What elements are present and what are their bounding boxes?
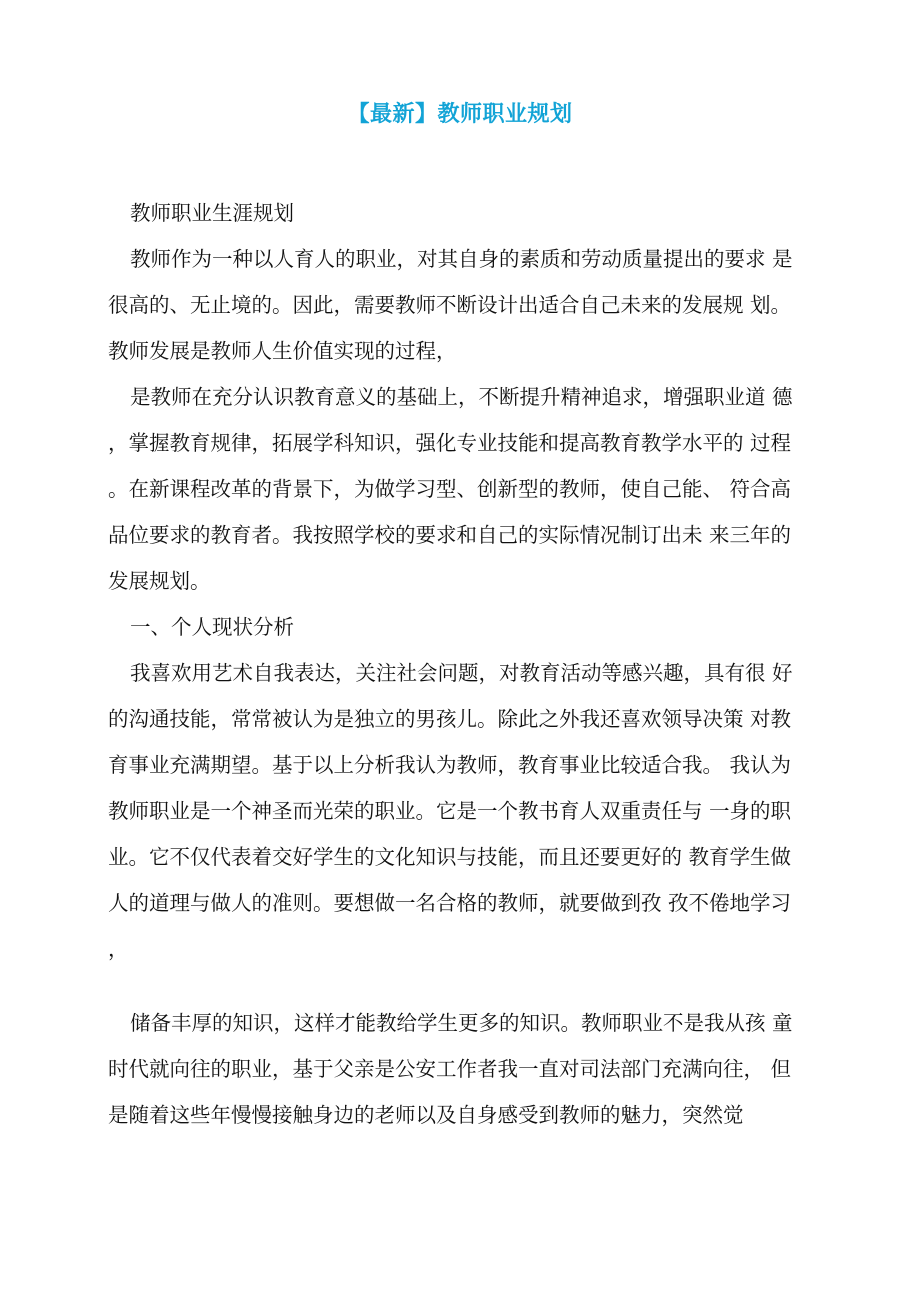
paragraph-line: ， [108,937,129,961]
paragraph-line: 育事业充满期望。基于以上分析我认为教师，教育事业比较适合我。 我认为 [108,753,792,777]
paragraph-line: ，掌握教育规律，拓展学科知识，强化专业技能和提高教育教学水平的 过程 [108,431,792,455]
paragraph-line: 的沟通技能，常常被认为是独立的男孩儿。除此之外我还喜欢领导决策 对教 [108,707,792,731]
paragraph-line: 品位要求的教育者。我按照学校的要求和自己的实际情况制订出未 来三年的 [108,523,792,547]
paragraph-line: 储备丰厚的知识，这样才能教给学生更多的知识。教师职业不是我从孩 童 [130,1011,793,1035]
paragraph-line: 发展规划。 [108,569,211,593]
paragraph-line: 是教师在充分认识教育意义的基础上，不断提升精神追求，增强职业道 德 [130,385,793,409]
paragraph-line: 我喜欢用艺术自我表达，关注社会问题，对教育活动等感兴趣，具有很 好 [130,661,793,685]
paragraph-line: 。在新课程改革的背景下，为做学习型、创新型的教师，使自己能、 符合高 [108,477,792,501]
paragraph-line: 教师作为一种以人育人的职业，对其自身的素质和劳动质量提出的要求 是 [130,247,793,271]
paragraph-line: 是随着这些年慢慢接触身边的老师以及自身感受到教师的魅力，突然觉 [108,1103,744,1127]
document-body [108,190,830,1138]
paragraph-line: 时代就向往的职业，基于父亲是公安工作者我一直对司法部门充满向往， 但 [108,1057,792,1081]
paragraph-line: 很高的、无止境的。因此，需要教师不断设计出适合自己未来的发展规 划。 [108,293,792,317]
paragraph-line: 业。它不仅代表着交好学生的文化知识与技能，而且还要更好的 教育学生做 [108,845,792,869]
section-heading: 一、个人现状分析 [130,615,294,639]
section-heading: 教师职业生涯规划 [130,201,294,225]
paragraph-line: 教师职业是一个神圣而光荣的职业。它是一个教书育人双重责任与 一身的职 [108,799,792,823]
document-title: 【最新】教师职业规划 [347,102,573,127]
paragraph-line: 教师发展是教师人生价值实现的过程， [108,339,457,363]
paragraph-line: 人的道理与做人的准则。要想做一名合格的教师，就要做到孜 孜不倦地学习 [108,891,792,915]
paragraph-gap [108,972,830,1000]
